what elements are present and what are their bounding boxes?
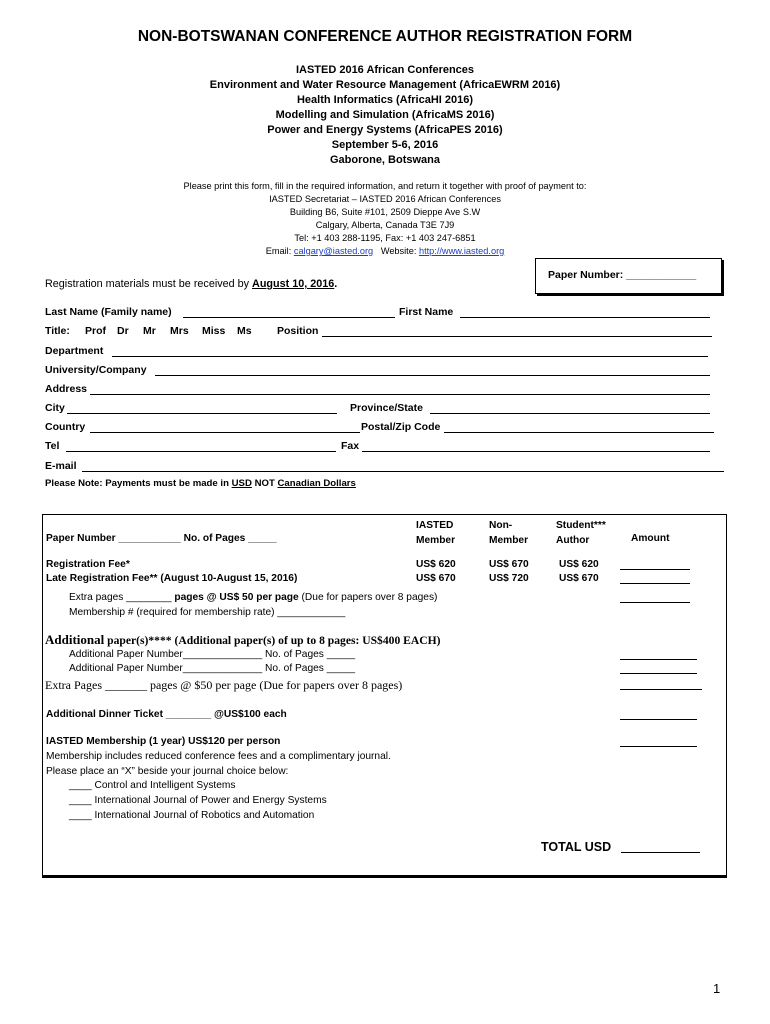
total-label: TOTAL USD xyxy=(541,840,612,854)
last-name-label: Last Name (Family name) xyxy=(45,306,172,318)
header-iasted-member: IASTED Member xyxy=(416,520,456,546)
title-option-ms[interactable]: Ms xyxy=(237,325,252,337)
department-field[interactable] xyxy=(112,356,708,357)
title-option-miss[interactable]: Miss xyxy=(202,325,226,337)
conference-line: Environment and Water Resource Management (AfricaEWRM 2016) xyxy=(209,79,561,91)
conference-line: Power and Energy Systems (AfricaPES 2016) xyxy=(267,124,503,136)
first-name-field[interactable] xyxy=(460,317,710,318)
department-label: Department xyxy=(45,345,104,357)
total-amount[interactable] xyxy=(621,852,700,853)
page-number: 1 xyxy=(713,981,721,996)
fax-field[interactable] xyxy=(362,451,710,452)
address-field[interactable] xyxy=(90,394,710,395)
registration-fee-student: US$ 620 xyxy=(559,559,599,570)
province-field[interactable] xyxy=(430,413,710,414)
first-name-label: First Name xyxy=(399,306,454,318)
conference-line: IASTED 2016 African Conferences xyxy=(295,64,475,76)
instruction-line: Please print this form, fill in the required information, and return it together with proof of payment to: xyxy=(183,181,587,191)
paper-number-box[interactable] xyxy=(535,258,722,294)
late-fee-label: Late Registration Fee** (August 10-August 15, 2016) xyxy=(46,573,298,584)
fax-label: Fax xyxy=(341,440,360,452)
instructions xyxy=(0,180,770,258)
title-option-prof[interactable]: Prof xyxy=(85,325,106,337)
title-option-mr[interactable]: Mr xyxy=(143,325,156,337)
university-field[interactable] xyxy=(155,375,710,376)
website-link[interactable]: http://www.iasted.org xyxy=(418,246,505,256)
usd-text: USD xyxy=(231,478,252,489)
instruction-line: Calgary, Alberta, Canada T3E 7J9 xyxy=(315,220,455,230)
membership-number-row[interactable]: Membership # (required for membership rate) ____________ xyxy=(69,607,346,618)
email-field[interactable] xyxy=(82,471,724,472)
late-fee-amount[interactable] xyxy=(620,583,690,584)
late-fee-member: US$ 670 xyxy=(416,573,456,584)
additional-papers-heading: Additional paper(s)**** (Additional paper(s) of up to 8 pages: US$400 EACH) xyxy=(45,632,441,647)
website-label: Website: xyxy=(380,246,417,256)
conference-line: Health Informatics (AfricaHI 2016) xyxy=(296,94,474,106)
header-student-author: Student*** Author xyxy=(556,520,606,546)
additional-paper-line-1[interactable]: Additional Paper Number______________ No. of Pages _____ xyxy=(69,649,356,660)
membership-info-1: Membership includes reduced conference fees and a complimentary journal. xyxy=(46,751,391,762)
membership-title: IASTED Membership (1 year) US$120 per person xyxy=(46,736,281,747)
additional-extra-pages[interactable]: Extra Pages _______ pages @ $50 per page (Due for papers over 8 pages) xyxy=(45,678,403,692)
cad-text: Canadian Dollars xyxy=(277,478,356,489)
instruction-line: IASTED Secretariat – IASTED 2016 African Conferences xyxy=(269,194,501,204)
title-option-dr[interactable]: Dr xyxy=(117,325,129,337)
additional-paper-amount-2[interactable] xyxy=(620,673,697,674)
country-label: Country xyxy=(45,421,86,433)
registration-fee-non-member: US$ 670 xyxy=(489,559,529,570)
conference-date: September 5-6, 2016 xyxy=(331,139,439,151)
tel-field[interactable] xyxy=(66,451,336,452)
position-label: Position xyxy=(277,325,319,337)
registration-fee-label: Registration Fee* xyxy=(46,559,130,570)
conference-location: Gaborone, Botswana xyxy=(329,154,441,166)
additional-paper-amount-1[interactable] xyxy=(620,659,697,660)
title-option-mrs[interactable]: Mrs xyxy=(170,325,189,337)
city-label: City xyxy=(45,402,65,414)
province-label: Province/State xyxy=(350,402,423,414)
position-field[interactable] xyxy=(322,336,712,337)
registration-fee-member: US$ 620 xyxy=(416,559,456,570)
email-link[interactable]: calgary@iasted.org xyxy=(293,246,374,256)
deadline-text: Registration materials must be received by August 10, 2016. xyxy=(45,278,338,290)
late-fee-student: US$ 670 xyxy=(559,573,599,584)
address-label: Address xyxy=(45,383,88,395)
title-label: Title: xyxy=(45,325,70,337)
header-amount: Amount xyxy=(631,533,670,544)
journal-option-2[interactable]: ____ International Journal of Power and Energy Systems xyxy=(69,795,327,806)
payment-note: Please Note: Payments must be made in USD NOT Canadian Dollars xyxy=(45,478,356,489)
deadline-date: August 10, 2016 xyxy=(252,278,335,290)
country-field[interactable] xyxy=(90,432,360,433)
email-label: Email: xyxy=(265,246,292,256)
instruction-line: Building B6, Suite #101, 2509 Dieppe Ave S.W xyxy=(289,207,481,217)
city-field[interactable] xyxy=(67,413,337,414)
email-field-label: E-mail xyxy=(45,460,77,472)
postal-label: Postal/Zip Code xyxy=(361,421,441,433)
paper-number-label: Paper Number: ____________ xyxy=(548,269,697,281)
last-name-field[interactable] xyxy=(183,317,395,318)
additional-extra-amount[interactable] xyxy=(620,689,702,690)
journal-option-3[interactable]: ____ International Journal of Robotics and Automation xyxy=(69,810,315,821)
registration-fee-amount[interactable] xyxy=(620,569,690,570)
membership-amount[interactable] xyxy=(620,746,697,747)
conference-info xyxy=(0,63,770,168)
postal-field[interactable] xyxy=(444,432,714,433)
dinner-amount[interactable] xyxy=(620,719,697,720)
header-non-member: Non- Member xyxy=(489,520,529,546)
instruction-line: Tel: +1 403 288-1195, Fax: +1 403 247-6851 xyxy=(294,233,476,243)
conference-line: Modelling and Simulation (AfricaMS 2016) xyxy=(275,109,495,121)
university-label: University/Company xyxy=(45,364,147,376)
extra-pages-row[interactable]: Extra pages ________ pages @ US$ 50 per page (Due for papers over 8 pages) xyxy=(69,592,438,603)
contact-line xyxy=(0,245,770,258)
extra-pages-amount[interactable] xyxy=(620,602,690,603)
journal-option-1[interactable]: ____ Control and Intelligent Systems xyxy=(69,780,236,791)
additional-paper-line-2[interactable]: Additional Paper Number______________ No. of Pages _____ xyxy=(69,663,356,674)
paper-number-row[interactable]: Paper Number ___________ No. of Pages _____ xyxy=(46,533,277,544)
dinner-ticket-row[interactable]: Additional Dinner Ticket ________ @US$100 each xyxy=(46,709,287,720)
form-title: NON-BOTSWANAN CONFERENCE AUTHOR REGISTRATION FORM xyxy=(137,28,633,45)
late-fee-non-member: US$ 720 xyxy=(489,573,529,584)
tel-label: Tel xyxy=(45,440,60,452)
membership-info-2: Please place an “X” beside your journal choice below: xyxy=(46,766,289,777)
